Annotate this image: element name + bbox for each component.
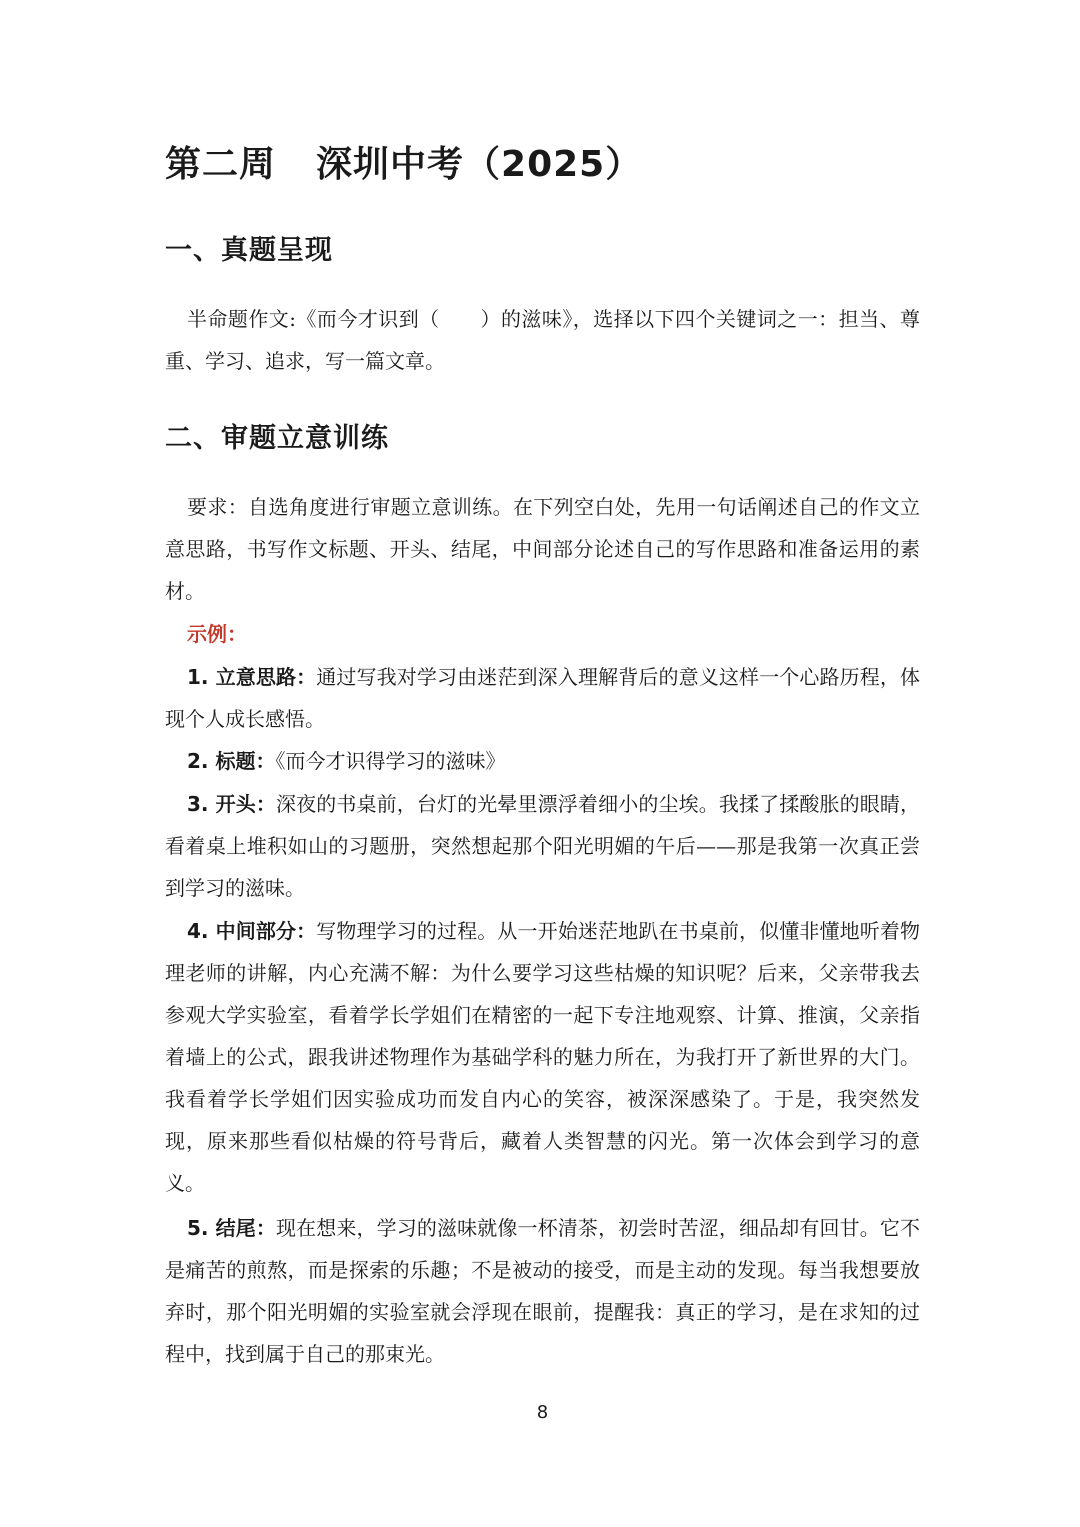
item-2-label: 2. 标题：	[187, 749, 276, 773]
item-3	[165, 783, 920, 909]
requirement-paragraph: 要求：自选角度进行审题立意训练。在下列空白处，先用一句话阐述自己的作文立意思路，书写作文标题、开头、结尾，中间部分论述自己的写作思路和准备运用的素材。	[165, 495, 920, 603]
page-number: 8	[536, 1402, 549, 1423]
section-heading-1: 一、真题呈现	[165, 235, 333, 266]
page-title	[165, 136, 642, 187]
document-page	[165, 0, 920, 1527]
section-heading-2: 二、审题立意训练	[165, 423, 389, 454]
item-5-label: 5. 结尾：	[187, 1216, 276, 1240]
item-2	[165, 740, 920, 782]
item-3-text: 深夜的书桌前，台灯的光晕里漂浮着细小的尘埃。我揉了揉酸胀的眼睛，看着桌上堆积如山的习题册，突然想起那个阳光明媚的午后——那是我第一次真正尝到学习的滋味。	[165, 792, 920, 900]
item-3-label: 3. 开头：	[187, 792, 276, 816]
item-1	[165, 656, 920, 740]
title-week: 第二周	[165, 144, 277, 185]
item-1-text: 通过写我对学习由迷茫到深入理解背后的意义这样一个心路历程，体现个人成长感悟。	[165, 665, 921, 731]
item-4-label: 4. 中间部分：	[187, 919, 317, 943]
item-4	[165, 910, 920, 1204]
item-1-label: 1. 立意思路：	[187, 665, 317, 689]
item-2-text: 《而今才识得学习的滋味》	[275, 749, 506, 773]
item-5	[165, 1207, 920, 1375]
example-label: 示例：	[187, 622, 247, 646]
item-4-text: 写物理学习的过程。从一开始迷茫地趴在书桌前，似懂非懂地听着物理老师的讲解，内心充满不解：为什么要学习这些枯燥的知识呢？后来，父亲带我去参观大学实验室，看着学长学姐们在精密的一起下专注地观察、计算、推演，父亲指着墙上的公式，跟我讲述物理作为基础学科的魅力所在，为我打开了新世界的大门。我看着学长学姐们因实验成功而发自内心的笑容，被深深感染了。于是，我突然发现，原来那些看似枯燥的符号背后，藏着人类智慧的闪光。第一次体会到学习的意义。	[165, 919, 921, 1195]
item-5-text: 现在想来，学习的滋味就像一杯清茶，初尝时苦涩，细品却有回甘。它不是痛苦的煎熬，而是探索的乐趣；不是被动的接受，而是主动的发现。每当我想要放弃时，那个阳光明媚的实验室就会浮现在眼前，提醒我：真正的学习，是在求知的过程中，找到属于自己的那束光。	[165, 1216, 920, 1366]
prompt-paragraph: 半命题作文:《而今才识到（ ）的滋味》，选择以下四个关键词之一：担当、尊重、学习、追求，写一篇文章。	[165, 307, 920, 373]
title-exam: 深圳中考（2025）	[316, 144, 643, 185]
